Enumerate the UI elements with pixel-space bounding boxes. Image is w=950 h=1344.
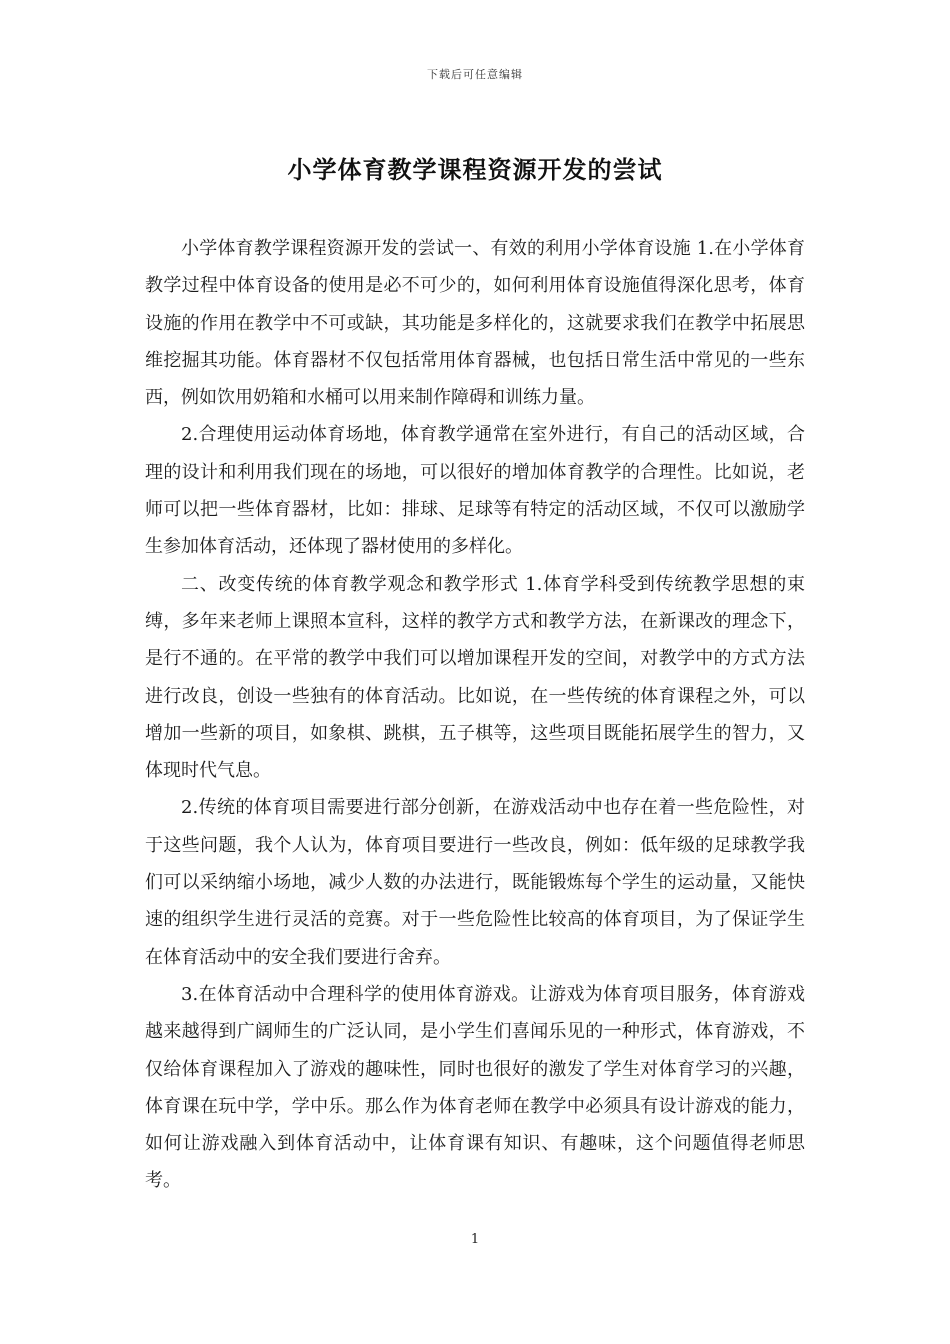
paragraph: 二、改变传统的体育教学观念和教学形式 1.体育学科受到传统教学思想的束缚，多年来老师上课照本宣科，这样的教学方式和教学方法，在新课改的理念下，是行不通的。在平常的教学中我们可以增加课程开发的空间，对教学中的方式方法进行改良，创设一些独有的体育活动。比如说，在一些传统的体育课程之外，可以增加一些新的项目，如象棋、跳棋，五子棋等，这些项目既能拓展学生的智力，又体现时代气息。: [145, 573, 805, 782]
document-body: [145, 230, 805, 1200]
paragraph: 小学体育教学课程资源开发的尝试一、有效的利用小学体育设施 1.在小学体育教学过程中体育设备的使用是必不可少的，如何利用体育设施值得深化思考，体育设施的作用在教学中不可或缺，其功能是多样化的，这就要求我们在教学中拓展思维挖掘其功能。体育器材不仅包括常用体育器械，也包括日常生活中常见的一些东西，例如饮用奶箱和水桶可以用来制作障碍和训练力量。: [145, 238, 805, 409]
paragraph: 3.在体育活动中合理科学的使用体育游戏。让游戏为体育项目服务，体育游戏越来越得到广阔师生的广泛认同，是小学生们喜闻乐见的一种形式，体育游戏，不仅给体育课程加入了游戏的趣味性，同时也很好的激发了学生对体育学习的兴趣，体育课在玩中学，学中乐。那么作为体育老师在教学中必须具有设计游戏的能力，如何让游戏融入到体育活动中，让体育课有知识、有趣味，这个问题值得老师思考。: [145, 983, 805, 1192]
paragraph: 2.合理使用运动体育场地，体育教学通常在室外进行，有自己的活动区域，合理的设计和利用我们现在的场地，可以很好的增加体育教学的合理性。比如说，老师可以把一些体育器材，比如：排球、足球等有特定的活动区域，不仅可以激励学生参加体育活动，还体现了器材使用的多样化。: [145, 424, 805, 558]
page-number: 1: [470, 1232, 480, 1247]
document-title: 小学体育教学课程资源开发的尝试: [287, 155, 663, 184]
paragraph: 2.传统的体育项目需要进行部分创新，在游戏活动中也存在着一些危险性，对于这些问题，我个人认为，体育项目要进行一些改良，例如：低年级的足球教学我们可以采纳缩小场地，减少人数的办法进行，既能锻炼每个学生的运动量，又能快速的组织学生进行灵活的竞赛。对于一些危险性比较高的体育项目，为了保证学生在体育活动中的安全我们要进行舍弃。: [145, 797, 805, 968]
header-note: 下载后可任意编辑: [427, 68, 523, 81]
